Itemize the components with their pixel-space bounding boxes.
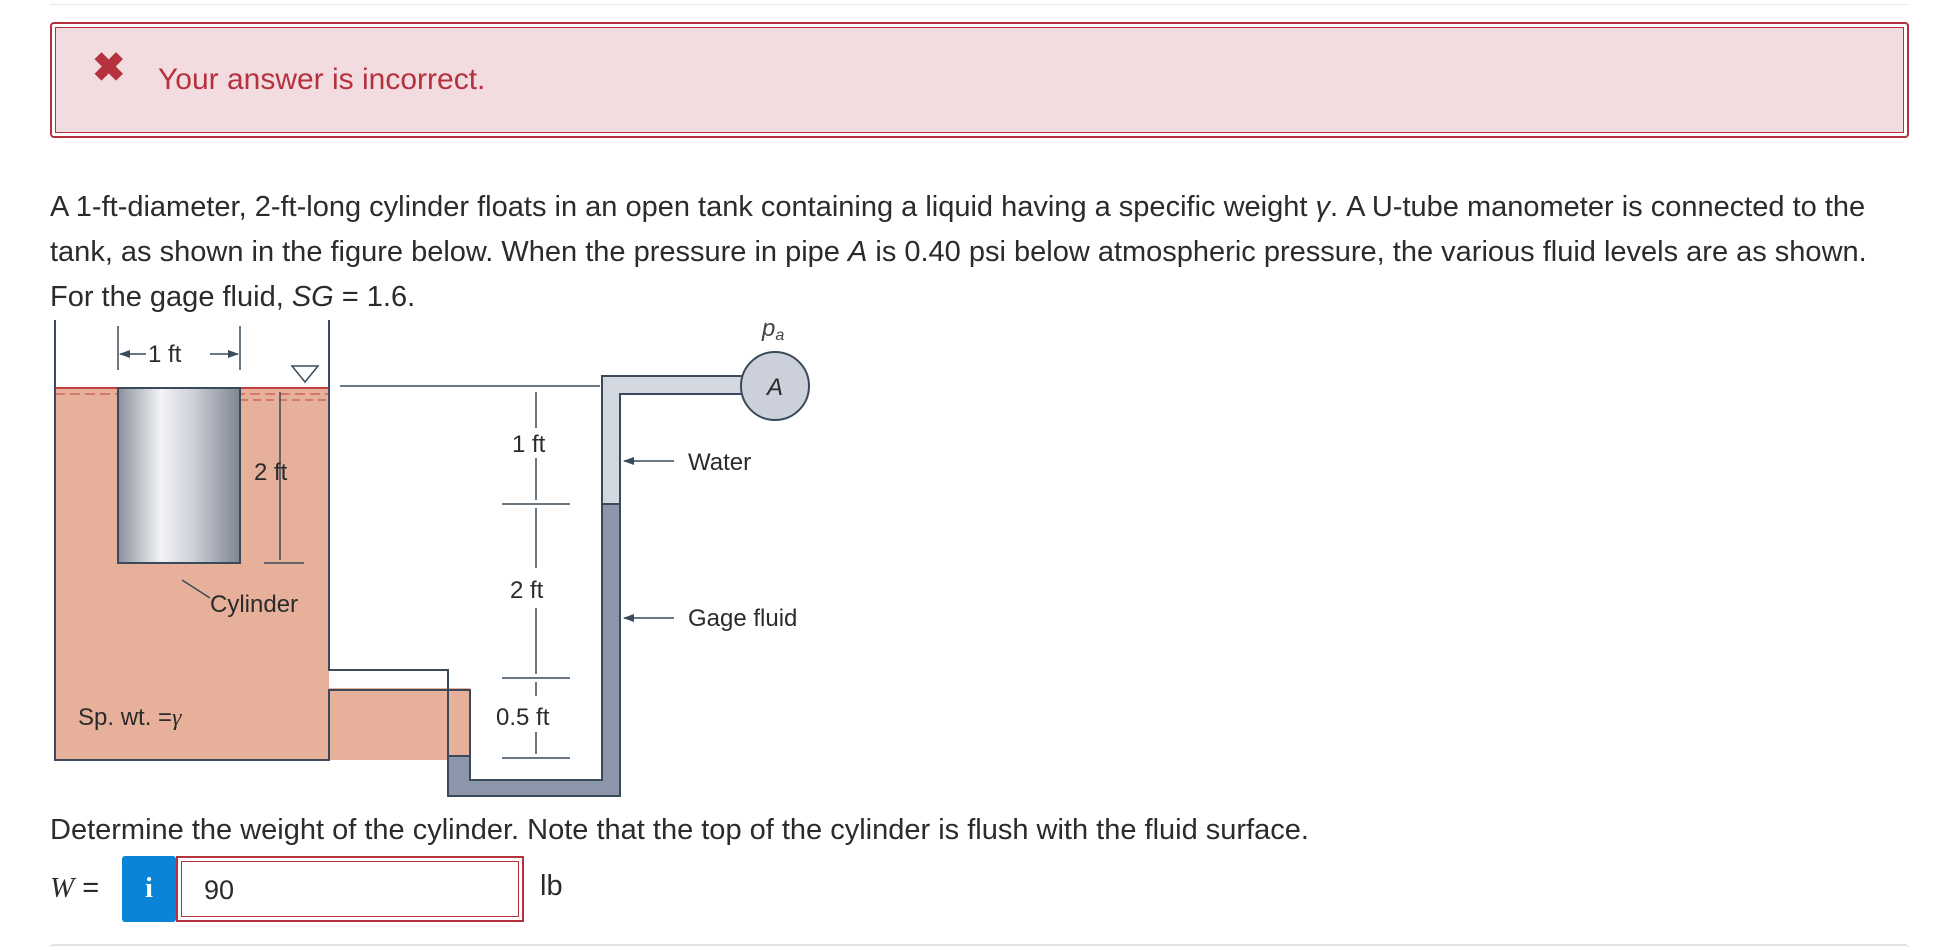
dim-2ft-label: 2 ft: [510, 577, 544, 604]
gage-fluid-label: Gage fluid: [688, 605, 798, 632]
arrow-head: [623, 457, 634, 465]
sp-wt-label: Sp. wt. =γ: [78, 704, 182, 731]
cylinder-body: [118, 388, 240, 563]
water-column: [602, 376, 750, 504]
pa-label: pa: [762, 318, 785, 344]
bottom-divider: [50, 944, 1909, 950]
problem-text-3: is 0.40 psi below atmospheric pressure, the various fluid levels are as shown. For the gage fluid,: [50, 236, 1867, 313]
figure-svg: [50, 318, 850, 806]
pipe-symbol: A: [847, 236, 868, 268]
dim-1ft-label: 1 ft: [512, 431, 546, 458]
answer-unit: lb: [540, 870, 563, 902]
pipe-a-label: A: [766, 374, 784, 401]
x-icon: ✖: [92, 46, 126, 90]
tank-manometer-figure: [50, 318, 850, 811]
manometer-bottom: [448, 504, 620, 796]
question-text: Determine the weight of the cylinder. Note that the top of the cylinder is flush with the fluid surface.: [50, 814, 1309, 846]
free-surface-triangle: [292, 366, 318, 382]
arrow-head: [119, 350, 130, 358]
top-divider: [50, 4, 1909, 5]
dim-05-label: 0.5 ft: [496, 704, 550, 731]
incorrect-alert-box: [55, 27, 1904, 133]
problem-text-2: . A U-tube manometer is connected to the tank, as shown in the figure below. When the pressure in pipe: [50, 191, 1866, 268]
water-label: Water: [688, 449, 752, 476]
sg-symbol: SG: [291, 281, 334, 313]
arrow-head: [228, 350, 239, 358]
problem-text-4: = 1.6.: [333, 281, 416, 313]
gamma-symbol: γ: [1315, 191, 1330, 223]
answer-input[interactable]: [176, 856, 524, 922]
incorrect-alert: [50, 22, 1909, 138]
answer-variable-label: W =: [50, 872, 100, 904]
answer-value[interactable]: 90: [181, 861, 519, 917]
cylinder-label: Cylinder: [210, 591, 299, 618]
arrow-head: [623, 614, 634, 622]
problem-statement: [50, 185, 1910, 320]
dim-cyl-label: 2 ft: [254, 459, 288, 486]
dim-top-label: 1 ft: [148, 341, 182, 368]
alert-message: Your answer is incorrect.: [158, 63, 486, 96]
problem-text-1: A 1-ft-diameter, 2-ft-long cylinder floats in an open tank containing a liquid having a specific weight: [50, 191, 1316, 223]
info-icon[interactable]: i: [122, 856, 176, 922]
